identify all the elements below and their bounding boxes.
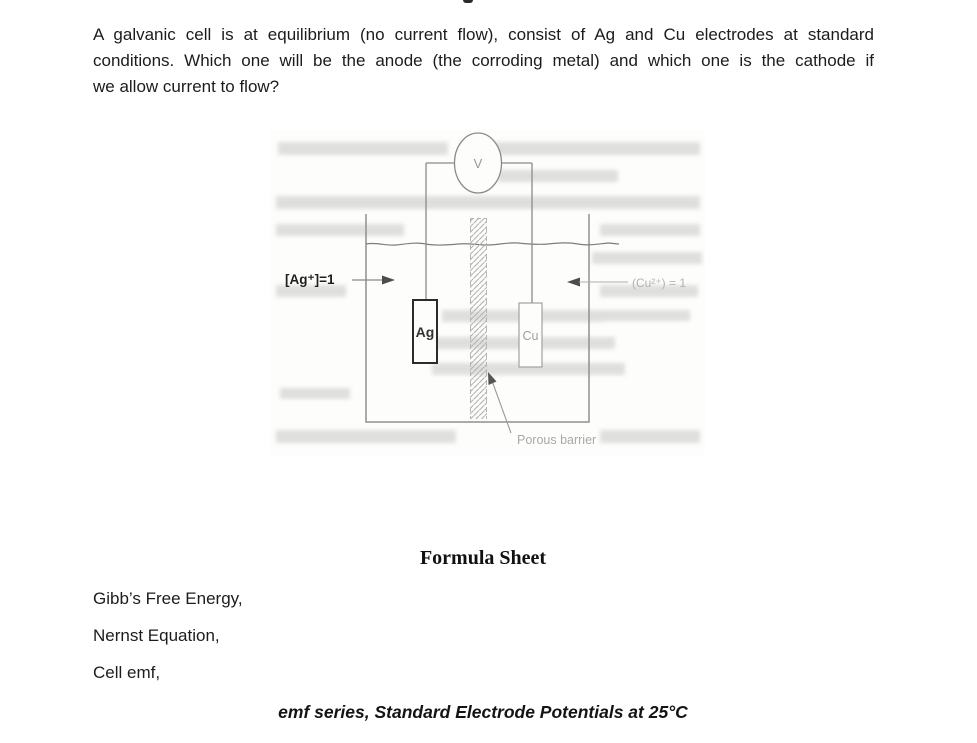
cropped-text-artifact [463, 0, 473, 3]
porous-barrier-label: Porous barrier [517, 433, 597, 447]
formula-sheet-heading: Formula Sheet [419, 547, 547, 569]
galvanic-cell-diagram [270, 130, 705, 455]
formula-sheet-footer: emf series, Standard Electrode Potentials at 25°C [278, 702, 688, 722]
formula-item-cell-emf: Cell emf, [93, 663, 161, 682]
cu-concentration-label: (Cu²⁺) = 1 [632, 276, 687, 290]
formula-item-gibbs: Gibb’s Free Energy, [93, 589, 243, 608]
question-line: A galvanic cell is at equilibrium (no current flow), consist of Ag and Cu electrodes at standard [93, 25, 874, 44]
formula-item-nernst: Nernst Equation, [93, 626, 220, 645]
cu-electrode-label: Cu [522, 329, 539, 343]
question-paragraph [93, 22, 874, 100]
question-line: we allow current to flow? [93, 77, 280, 96]
porous-barrier [470, 218, 487, 419]
ag-electrode-label: Ag [415, 324, 435, 340]
question-line: conditions. Which one will be the anode (the corroding metal) and which one is the cathode if [93, 51, 874, 70]
voltmeter-label: V [473, 156, 483, 171]
ag-concentration-label: [Ag⁺]=1 [285, 272, 335, 287]
